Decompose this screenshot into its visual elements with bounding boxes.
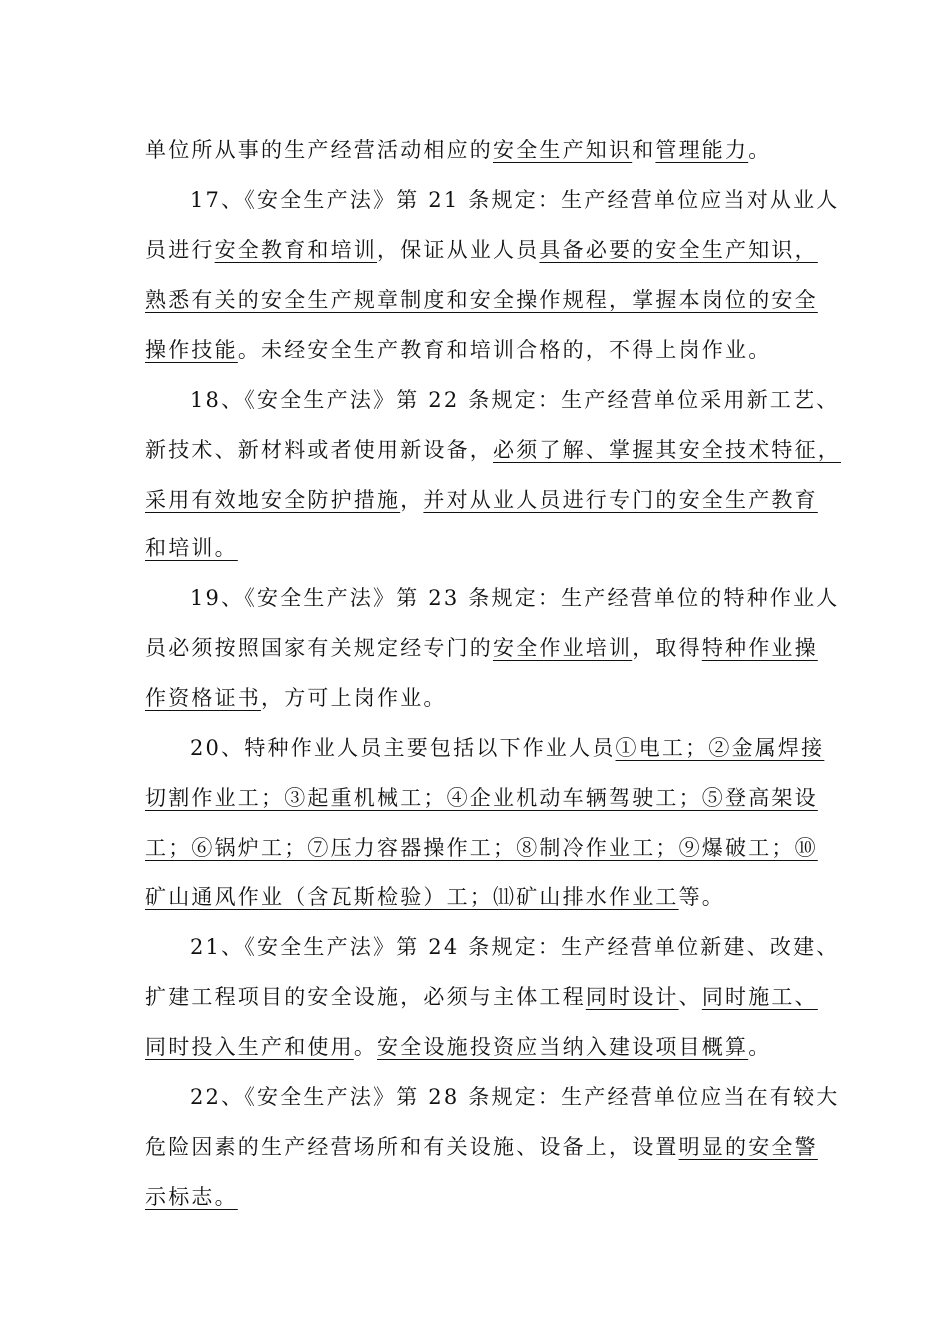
text-line: [190, 583, 840, 613]
text-line: [145, 1182, 238, 1212]
text-segment: 。: [748, 138, 772, 162]
text-line: [145, 435, 841, 465]
text-segment: 员进行: [145, 238, 215, 262]
text-line: [145, 833, 818, 863]
text-segment: 单位所从事的生产经营活动相应的: [145, 138, 493, 162]
text-segment: 新技术、新材料或者使用新设备，: [145, 438, 493, 462]
text-segment: 22、《安全生产法》第 28 条规定：生产经营单位应当在有较大: [190, 1085, 840, 1109]
text-segment: 等。: [678, 885, 726, 909]
text-segment: 。未经安全生产教育和培训合格的，不得上岗作业。: [237, 338, 772, 362]
text-segment: 17、《安全生产法》第 21 条规定：生产经营单位应当对从业人: [190, 188, 840, 212]
underlined-text: 切割作业工；③起重机械工；④企业机动车辆驾驶工；⑤登高架设: [145, 786, 818, 810]
text-line: [190, 1082, 840, 1112]
underlined-text: 作资格证书: [145, 686, 261, 710]
text-line: [145, 485, 818, 515]
underlined-text: 明显的安全警: [678, 1135, 818, 1159]
underlined-text: 同时施工、: [701, 985, 818, 1009]
text-line: [145, 1132, 818, 1162]
underlined-text: 安全生产知识: [493, 138, 633, 162]
underlined-text: 矿山通风作业（含瓦斯检验）工；⑾矿山排水作业工: [145, 885, 679, 909]
text-line: [145, 783, 818, 813]
text-line: [145, 882, 725, 912]
underlined-text: 特种作业操: [701, 636, 818, 660]
underlined-text: 同时投入生产和使用: [145, 1035, 354, 1059]
underlined-text: 和培训。: [145, 536, 238, 560]
text-line: [145, 285, 818, 315]
text-line: [145, 633, 818, 663]
text-segment: ，方可上岗作业。: [261, 686, 447, 710]
text-segment: 、: [678, 985, 702, 1009]
text-line: [145, 335, 771, 365]
text-segment: 19、《安全生产法》第 23 条规定：生产经营单位的特种作业人: [190, 586, 840, 610]
underlined-text: 并对从业人员进行专门的安全生产教育: [423, 488, 818, 512]
underlined-text: 操作技能: [145, 338, 238, 362]
text-line: [145, 1032, 771, 1062]
text-segment: 。: [748, 1035, 772, 1059]
underlined-text: 同时设计: [585, 985, 679, 1009]
text-line: [190, 733, 824, 763]
underlined-text: 管理能力: [655, 138, 749, 162]
text-segment: 员必须按照国家有关规定经专门的: [145, 636, 493, 660]
text-line: [145, 982, 818, 1012]
text-segment: 危险因素的生产经营场所和有关设施、设备上，设置: [145, 1135, 679, 1159]
text-line: [190, 185, 840, 215]
text-segment: 和: [632, 138, 656, 162]
underlined-text: 安全教育和培训: [214, 238, 378, 262]
underlined-text: 示标志。: [145, 1185, 238, 1209]
text-segment: ，保证从业人员: [377, 238, 540, 262]
text-segment: ，: [400, 488, 424, 512]
text-line: [145, 533, 238, 563]
text-line: [190, 932, 840, 962]
underlined-text: 具备必要的安全生产知识，: [539, 238, 818, 262]
text-segment: ，取得: [632, 636, 702, 660]
underlined-text: 熟悉有关的安全生产规章制度和安全操作规程，掌握本岗位的安全: [145, 288, 818, 312]
text-line: [145, 683, 447, 713]
text-segment: 20、特种作业人员主要包括以下作业人员: [190, 736, 616, 760]
underlined-text: 安全设施投资应当纳入建设项目概算: [377, 1035, 749, 1059]
text-segment: 。: [353, 1035, 378, 1059]
text-line: [190, 385, 840, 415]
text-segment: 扩建工程项目的安全设施，必须与主体工程: [145, 985, 586, 1009]
text-line: [145, 135, 771, 165]
underlined-text: 采用有效地安全防护措施: [145, 488, 401, 512]
text-line: [145, 235, 818, 265]
text-segment: 18、《安全生产法》第 22 条规定：生产经营单位采用新工艺、: [190, 388, 840, 412]
underlined-text: ①电工；②金属焊接: [615, 736, 825, 760]
text-segment: 21、《安全生产法》第 24 条规定：生产经营单位新建、改建、: [190, 935, 840, 959]
underlined-text: 必须了解、掌握其安全技术特征，: [493, 438, 841, 462]
underlined-text: 工；⑥锅炉工；⑦压力容器操作工；⑧制冷作业工；⑨爆破工；⑩: [145, 836, 818, 860]
underlined-text: 安全作业培训: [493, 636, 633, 660]
